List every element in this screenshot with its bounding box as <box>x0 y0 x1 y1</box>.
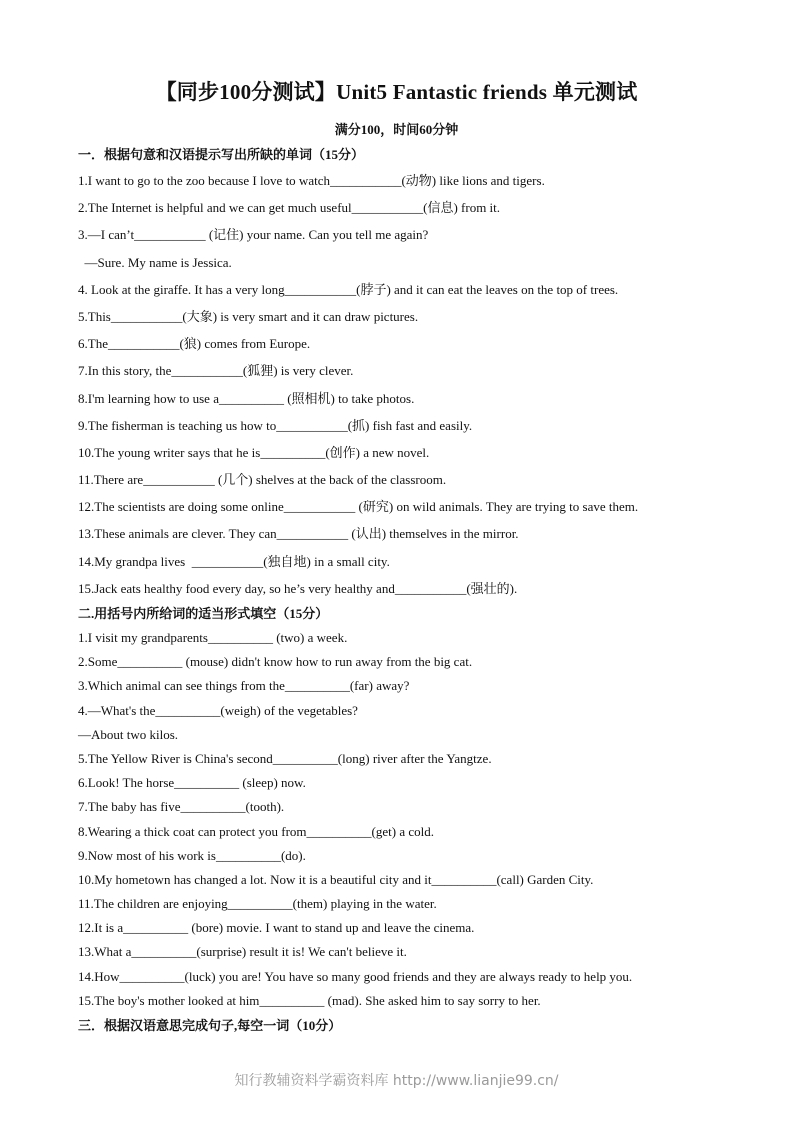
question-line: 10.My hometown has changed a lot. Now it is a beautiful city and it__________(call) Garden City. <box>78 871 594 887</box>
question-line: 1.I want to go to the zoo because I love to watch___________(动物) like lions and tigers. <box>78 173 545 188</box>
question-line: 9.The fisherman is teaching us how to___________(抓) fish fast and easily. <box>78 417 473 433</box>
question-line: 14.My grandpa lives ___________(独自地) in a small city. <box>78 553 390 569</box>
question-line: 8.Wearing a thick coat can protect you from__________(get) a cold. <box>78 823 434 839</box>
question-line: 1.I visit my grandparents__________ (two) a week. <box>78 630 348 645</box>
question-line: 7.The baby has five__________(tooth). <box>78 799 285 815</box>
question-line: 13.These animals are clever. They can___________ (认出) themselves in the mirror. <box>78 526 519 542</box>
question-line: 15.Jack eats healthy food every day, so he’s very healthy and___________(强壮的). <box>78 580 518 596</box>
question-line: 13.What a__________(surprise) result it is! We can't believe it. <box>78 944 407 960</box>
question-line: 5.This___________(大象) is very smart and it can draw pictures. <box>78 308 419 324</box>
section-2-questions <box>78 626 718 1013</box>
worksheet-body <box>78 143 718 1038</box>
question-line: —Sure. My name is Jessica. <box>78 254 232 270</box>
question-line: 5.The Yellow River is China's second__________(long) river after the Yangtze. <box>78 750 492 766</box>
question-line: 4.—What's the__________(weigh) of the vegetables? <box>78 702 358 718</box>
question-line: 2.The Internet is helpful and we can get much useful___________(信息) from it. <box>78 200 501 216</box>
section-3-heading: 三．根据汉语意思完成句子,每空一词（10分） <box>78 1018 342 1033</box>
question-line: 4. Look at the giraffe. It has a very long___________(脖子) and it can eat the leaves on the top of trees. <box>78 281 619 297</box>
question-line: 6.Look! The horse__________ (sleep) now. <box>78 775 306 791</box>
question-line: 10.The young writer says that he is__________(创作) a new novel. <box>78 444 430 460</box>
question-line: 12.It is a__________ (bore) movie. I want to stand up and leave the cinema. <box>78 920 475 936</box>
question-line: 11.The children are enjoying__________(them) playing in the water. <box>78 896 437 912</box>
document-title: 【同步100分测试】Unit5 Fantastic friends 单元测试 <box>155 80 638 104</box>
question-line: 14.How__________(luck) you are! You have so many good friends and they are always ready to help you. <box>78 968 633 984</box>
question-line: 6.The___________(狼) comes from Europe. <box>78 336 311 352</box>
question-line: 12.The scientists are doing some online___________ (研究) on wild animals. They are trying to save them. <box>78 499 639 515</box>
document-subtitle: 满分100，时间60分钟 <box>334 122 459 137</box>
question-line: 8.I'm learning how to use a__________ (照相机) to take photos. <box>78 390 415 406</box>
question-line: 7.In this story, the___________(狐狸) is very clever. <box>78 363 354 379</box>
question-line: 3.Which animal can see things from the__________(far) away? <box>78 678 410 694</box>
section-2-heading: 二.用括号内所给词的适当形式填空（15分） <box>78 606 329 621</box>
question-line: 2.Some__________ (mouse) didn't know how to run away from the big cat. <box>78 654 473 670</box>
section-1-heading: 一．根据句意和汉语提示写出所缺的单词（15分） <box>78 147 365 162</box>
question-line: 9.Now most of his work is__________(do). <box>78 847 306 863</box>
question-line: 11.There are___________ (几个) shelves at the back of the classroom. <box>78 472 447 488</box>
page-footer: 知行教辅资料学霸资料库 http://www.lianjie99.cn/ <box>234 1073 559 1089</box>
question-line: 15.The boy's mother looked at him__________ (mad). She asked him to say sorry to her. <box>78 992 541 1008</box>
section-1-questions <box>78 167 718 602</box>
question-line: 3.—I can’t___________ (记住) your name. Can you tell me again? <box>78 227 429 243</box>
question-line: —About two kilos. <box>78 726 179 742</box>
